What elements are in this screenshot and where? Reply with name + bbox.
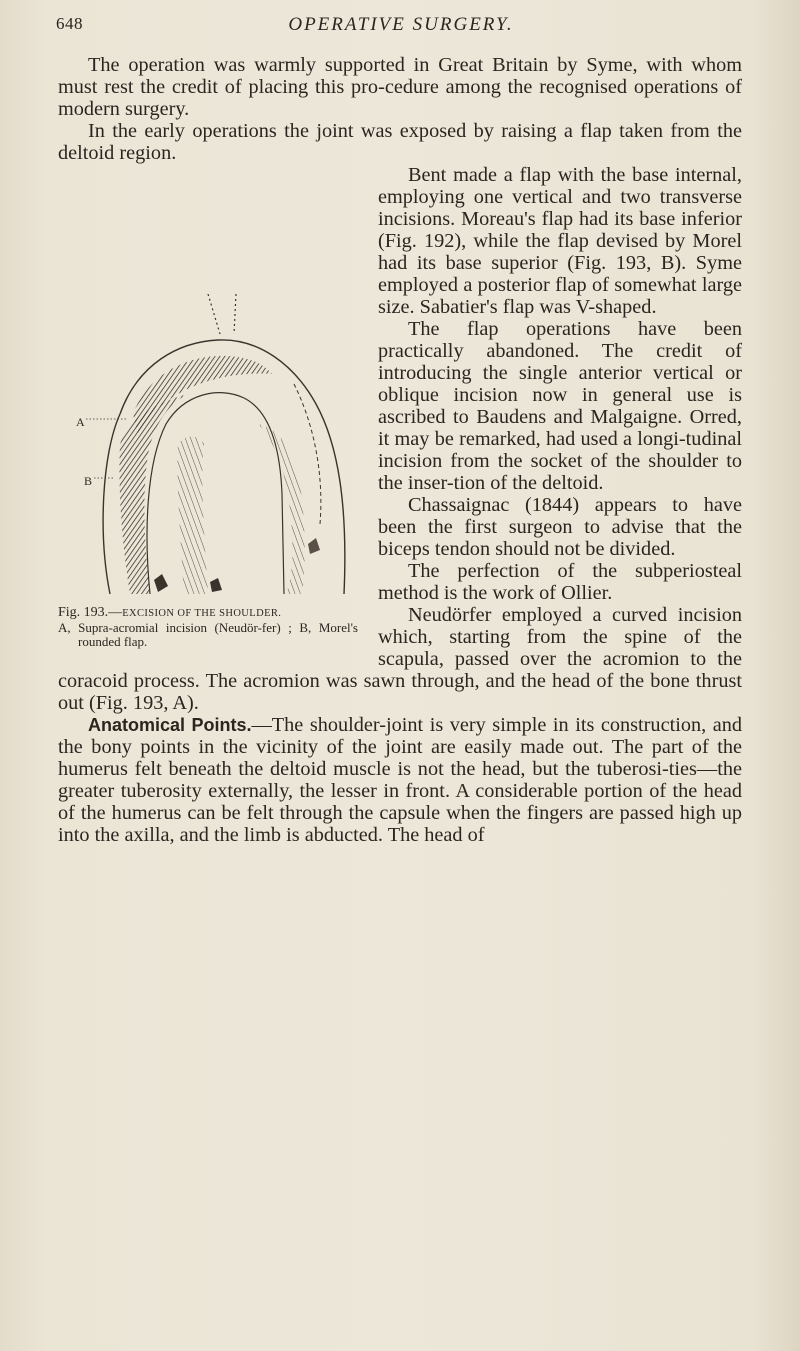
paragraph-ollier: The perfection of the subperiosteal method is the work of Ollier. <box>378 560 742 604</box>
paragraph-chassaignac: Chassaignac (1844) appears to have been the first surgeon to advise that the biceps tendon should not be divided. <box>378 494 742 560</box>
figure-description: A, Supra-acromial incision (Neudör-fer) ; B, Morel's rounded flap. <box>58 620 358 649</box>
running-head <box>56 14 746 44</box>
running-title: OPERATIVE SURGERY. <box>288 14 514 35</box>
page-number: 648 <box>56 14 83 33</box>
body-text <box>58 54 742 846</box>
anatomical-points-text: —The shoulder-joint is very simple in its construction, and the bony points in the vicinity of the joint are easily made out. The part of the humerus felt beneath the deltoid muscle is not the head, but the tuberosi-ties—the greater tuberosity externally, the lesser in front. A considerable portion of the head of the humerus can be felt through the capsule when the fingers are passed high up into the axilla, and the limb is abducted. The head of <box>58 714 743 846</box>
shoulder-illustration <box>58 294 358 599</box>
figure-title: Fig. 193.—EXCISION OF THE SHOULDER. <box>58 605 282 620</box>
figure-caption <box>58 605 358 649</box>
paragraph-anatomical-points <box>58 714 742 846</box>
label-b-leader <box>94 470 114 486</box>
paragraph-flaps: Bent made a flap with the base internal, employing one vertical and two transverse incisions. Moreau's flap had its base inferior (Fig. 192), while the flap devised by Morel had its base superior (Fig. 193, B). Syme employed a posterior flap of somewhat large size. Sabatier's flap was V-shaped. <box>378 164 742 318</box>
figure-label-b: B <box>84 474 93 488</box>
paragraph-early-operations: In the early operations the joint was exposed by raising a flap taken from the deltoid region. <box>58 120 742 164</box>
paragraph-syme: The operation was warmly supported in Great Britain by Syme, with whom must rest the credit of placing this pro-cedure among the recognised operations of modern surgery. <box>58 54 742 120</box>
label-a-leader <box>86 411 126 427</box>
figure-label-a: A <box>76 415 85 429</box>
paragraph-flap-operations: The flap operations have been practically abandoned. The credit of introducing the single anterior vertical or oblique incision now in general use is ascribed to Baudens and Malgaigne. Orred, it may be remarked, had used a longi-tudinal incision from the socket of the shoulder to the inser-tion of the deltoid. <box>378 318 742 494</box>
paragraph-neudorfer: Neudörfer employed a curved incision which, starting from the spine of the scapula, passed over the acromion to the coracoid process. The acromion was sawn through, and the head of the bone thrust out (Fig. 193, A). <box>58 604 742 714</box>
figure-193 <box>58 164 362 669</box>
anatomical-points-heading: Anatomical Points. <box>88 715 252 735</box>
